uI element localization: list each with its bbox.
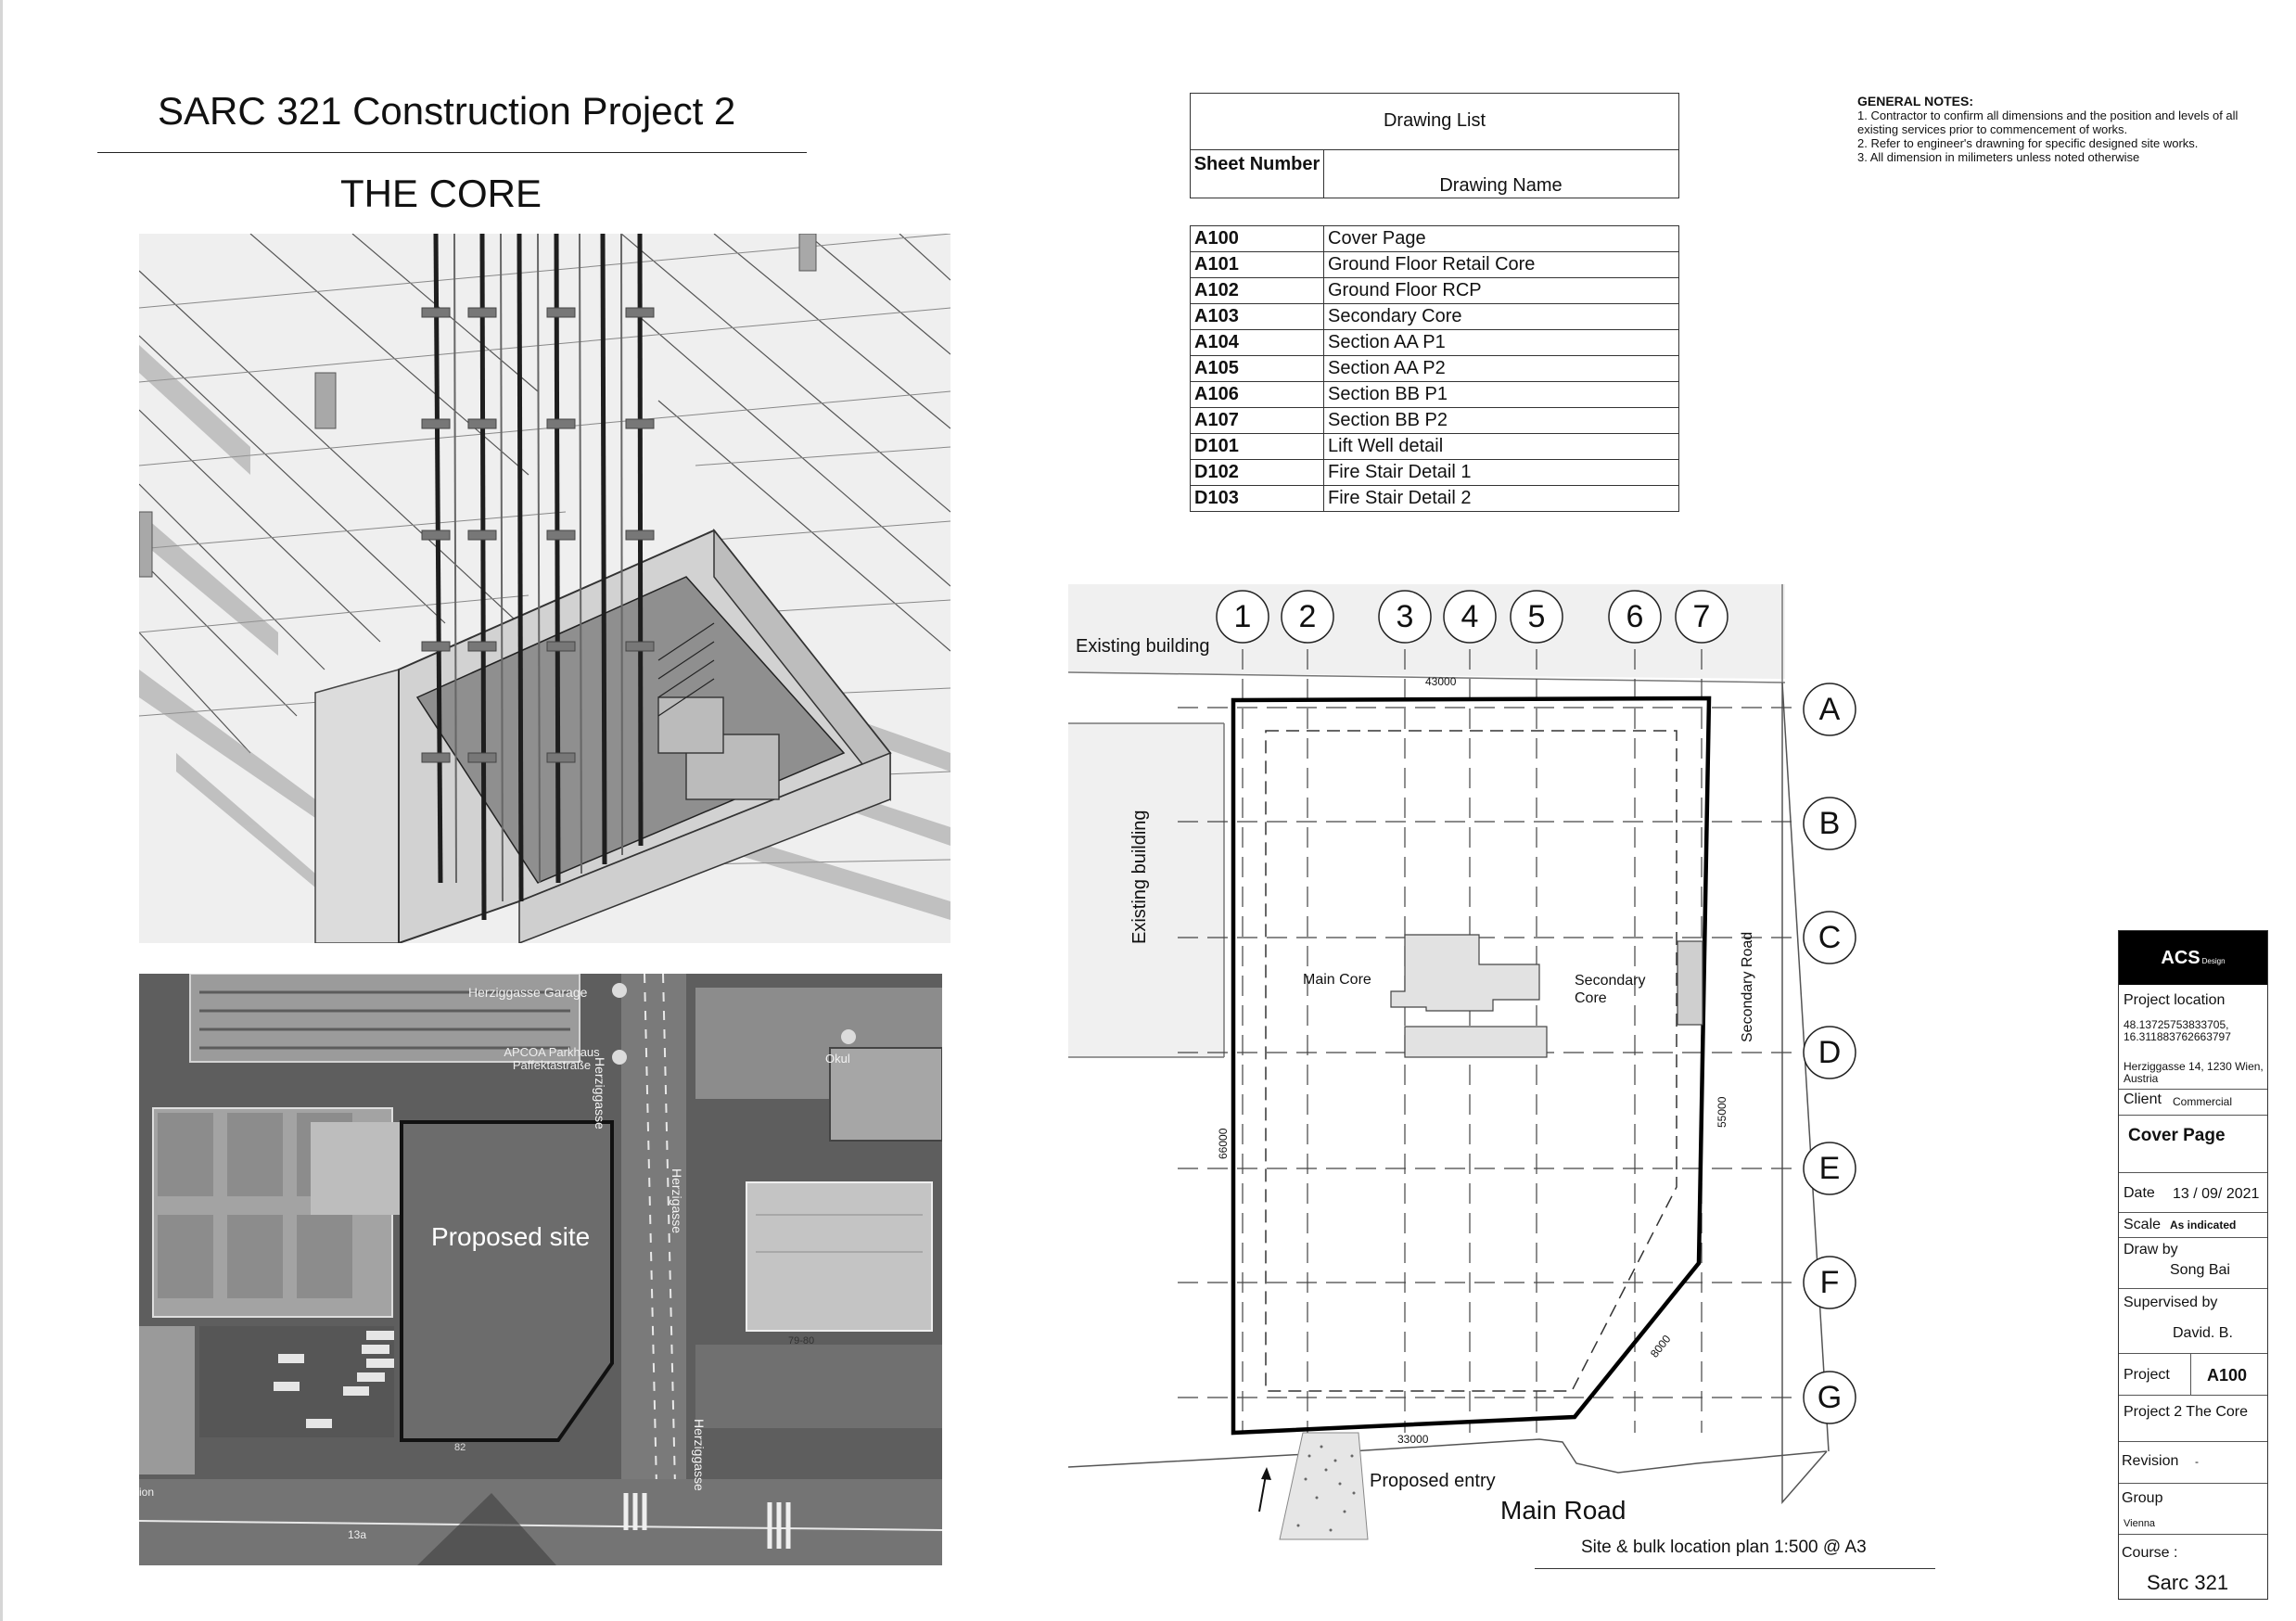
- table-row: [1191, 252, 1679, 278]
- caption-rule: [1535, 1568, 1935, 1569]
- street-label-1: Herziggasse: [593, 1057, 607, 1130]
- sheet-number: A101: [1191, 252, 1324, 278]
- site-bulk-location-plan: [1057, 575, 1892, 1576]
- main-core-label: Main Core: [1303, 972, 1371, 988]
- project-location-label: Project location: [2124, 992, 2226, 1008]
- core-3d-render: [139, 234, 950, 943]
- drawing-name: Fire Stair Detail 1: [1324, 460, 1679, 486]
- drawing-name: Section BB P1: [1324, 382, 1679, 408]
- dimension-bottom: 33000: [1397, 1433, 1429, 1446]
- drawing-name: Ground Floor Retail Core: [1324, 252, 1679, 278]
- supervised-by-value: David. B.: [2173, 1325, 2233, 1341]
- grid-row-f: F: [1819, 1265, 1840, 1300]
- aerial-site-photo: [139, 974, 942, 1565]
- drawing-list-table: [1190, 225, 1679, 512]
- drawing-name: Lift Well detail: [1324, 434, 1679, 460]
- grid-column-1: 1: [1233, 599, 1252, 634]
- grid-row-c: C: [1818, 920, 1842, 955]
- project-title: SARC 321 Construction Project 2: [158, 89, 736, 133]
- sheet-number: D101: [1191, 434, 1324, 460]
- course-label: Course :: [2122, 1545, 2178, 1561]
- sheet-title: Cover Page: [2128, 1126, 2226, 1145]
- drawing-name-header: Drawing Name: [1439, 175, 1563, 196]
- divider: [2119, 1089, 2267, 1090]
- project-name: Project 2 The Core: [2124, 1404, 2248, 1420]
- group-label: Group: [2122, 1490, 2163, 1506]
- drawing-name: Cover Page: [1324, 226, 1679, 252]
- sheet-number: A103: [1191, 304, 1324, 330]
- title-block: [2118, 930, 2268, 1600]
- project-address: Herziggasse 14, 1230 Wien, Austria: [2124, 1060, 2264, 1085]
- grid-row-d: D: [1818, 1035, 1842, 1070]
- title-divider: [97, 152, 807, 153]
- group-value: Vienna: [2124, 1518, 2156, 1529]
- divider: [2119, 1441, 2267, 1442]
- poi-label-okul: Okul: [825, 1052, 850, 1066]
- project-label: Project: [2124, 1367, 2170, 1383]
- table-row: [1191, 330, 1679, 356]
- general-notes: [1857, 95, 2247, 164]
- drawing-list-header: [1190, 93, 1679, 198]
- drawing-list-title: Drawing List: [1383, 110, 1486, 131]
- proposed-entry-label: Proposed entry: [1370, 1471, 1496, 1491]
- divider: [2119, 1534, 2267, 1535]
- drawing-name: Fire Stair Detail 2: [1324, 486, 1679, 512]
- table-row: [1191, 486, 1679, 512]
- divider: [2119, 1353, 2267, 1354]
- course-value: Sarc 321: [2147, 1571, 2229, 1594]
- revision-value: -: [2195, 1455, 2199, 1468]
- draw-by-value: Song Bai: [2170, 1262, 2230, 1278]
- client-label: Client: [2124, 1091, 2162, 1107]
- grid-column-3: 3: [1396, 599, 1414, 634]
- header-divider: [1191, 149, 1678, 150]
- grid-column-7: 7: [1692, 599, 1711, 634]
- core-render-illustration: [139, 234, 950, 943]
- table-row: [1191, 304, 1679, 330]
- core-title: THE CORE: [340, 172, 542, 215]
- dimension-top: 43000: [1425, 675, 1457, 688]
- secondary-road-label: Secondary Road: [1740, 931, 1755, 1042]
- general-note-item: 3. All dimension in milimeters unless noted otherwise: [1857, 150, 2140, 164]
- poi-label-garage: Herziggasse Garage: [468, 985, 588, 1000]
- date-label: Date: [2124, 1185, 2155, 1201]
- grid-column-2: 2: [1298, 599, 1317, 634]
- drawing-name: Section BB P2: [1324, 408, 1679, 434]
- sheet-number: A106: [1191, 382, 1324, 408]
- divider: [2119, 1237, 2267, 1238]
- scale-label: Scale: [2124, 1217, 2162, 1232]
- revision-label: Revision: [2122, 1453, 2179, 1469]
- divider: [2119, 1288, 2267, 1289]
- grid-row-e: E: [1818, 1151, 1841, 1186]
- scale-value: As indicated: [2170, 1219, 2237, 1232]
- general-note-item: 2. Refer to engineer's drawning for specific designed site works.: [1857, 136, 2199, 150]
- grid-row-b: B: [1818, 806, 1841, 841]
- sheet-number: A102: [1191, 278, 1324, 304]
- date-value: 13 / 09/ 2021: [2173, 1186, 2260, 1202]
- grid-column-5: 5: [1527, 599, 1546, 634]
- sheet-number: A107: [1191, 408, 1324, 434]
- page-left-border: [0, 0, 3, 1621]
- site-plan-drawing: [1057, 575, 1892, 1576]
- map-fragment-ion: ion: [139, 1486, 155, 1499]
- client-value: Commercial: [2173, 1095, 2233, 1108]
- divider: [2119, 1115, 2267, 1116]
- sheet-number: D102: [1191, 460, 1324, 486]
- site-plan-caption: Site & bulk location plan 1:500 @ A3: [1581, 1538, 1867, 1557]
- street-label-3: Herziggasse: [692, 1419, 707, 1491]
- dimension-chamfer: 8000: [1648, 1332, 1674, 1360]
- proposed-site-label: Proposed site: [431, 1222, 591, 1251]
- grid-column-6: 6: [1626, 599, 1644, 634]
- table-row: [1191, 226, 1679, 252]
- sheet-number: D103: [1191, 486, 1324, 512]
- dimension-right: 55000: [1716, 1096, 1728, 1128]
- grid-row-g: G: [1817, 1380, 1843, 1415]
- divider: [2119, 1172, 2267, 1173]
- table-row: [1191, 278, 1679, 304]
- divider: [2119, 1395, 2267, 1396]
- project-number-divider: [2190, 1353, 2191, 1395]
- general-notes-heading: GENERAL NOTES:: [1857, 94, 1973, 108]
- map-number-82: 82: [454, 1442, 466, 1453]
- main-road-label: Main Road: [1500, 1496, 1626, 1525]
- divider: [2119, 1212, 2267, 1213]
- table-row: [1191, 434, 1679, 460]
- drawing-name: Ground Floor RCP: [1324, 278, 1679, 304]
- divider: [2119, 1483, 2267, 1484]
- general-note-item: 1. Contractor to confirm all dimensions and the position and levels of all existing services prior to commencement of works.: [1857, 108, 2239, 136]
- grid-row-a: A: [1818, 692, 1841, 727]
- existing-building-left-label: Existing building: [1129, 810, 1150, 944]
- drawing-name: Secondary Core: [1324, 304, 1679, 330]
- poi-label-apcoa: APCOA Parkhaus Paffektastraße: [504, 1045, 600, 1072]
- sheet-number: A104: [1191, 330, 1324, 356]
- map-number-79-80: 79-80: [788, 1335, 815, 1347]
- sheet-number: A100: [1191, 226, 1324, 252]
- project-coordinates: 48.13725753833705, 16.311883762663797: [2124, 1018, 2231, 1043]
- table-row: [1191, 408, 1679, 434]
- dimension-left: 66000: [1217, 1128, 1230, 1159]
- drawing-name: Section AA P2: [1324, 356, 1679, 382]
- draw-by-label: Draw by: [2124, 1242, 2178, 1257]
- sheet-number: A105: [1191, 356, 1324, 382]
- map-number-13a: 13a: [348, 1528, 367, 1541]
- table-row: [1191, 356, 1679, 382]
- table-row: [1191, 382, 1679, 408]
- project-number: A100: [2207, 1366, 2248, 1385]
- street-label-2: Herzigasse: [670, 1168, 684, 1234]
- sheet-number-header: Sheet Number: [1193, 154, 1320, 174]
- grid-column-4: 4: [1461, 599, 1479, 634]
- supervised-by-label: Supervised by: [2124, 1295, 2218, 1310]
- drawing-name: Section AA P1: [1324, 330, 1679, 356]
- acs-logo: ACS Design: [2119, 931, 2267, 985]
- existing-building-top-label: Existing building: [1076, 636, 1210, 657]
- secondary-core-label: Secondary Core: [1575, 973, 1646, 1006]
- table-row: [1191, 460, 1679, 486]
